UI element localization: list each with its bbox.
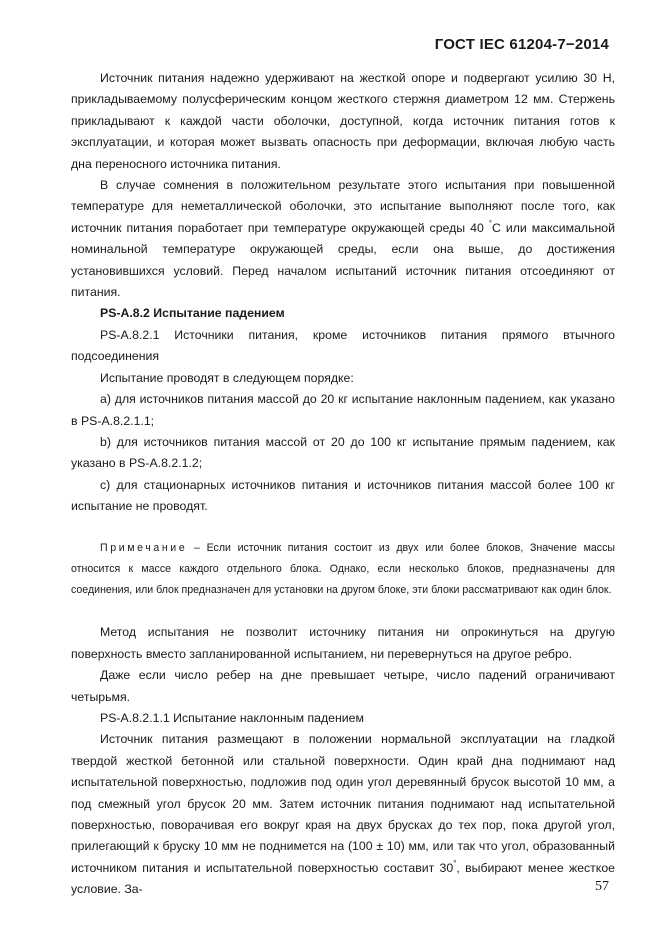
document-header: ГОСТ IEC 61204-7−2014 [434, 36, 609, 53]
spacer [71, 601, 615, 622]
list-item-c: с) для стационарных источников питания и источников питания массой более 100 кг испытание не проводят. [71, 477, 615, 514]
degree-sign: ° [453, 858, 457, 868]
subsection-heading-tilt-drop: PS-A.8.2.1.1 Испытание наклонным падением [100, 711, 364, 726]
note-label: Примечание [100, 541, 188, 554]
note-text: – Если источник питания состоит из двух или более блоков, Значение массы относится к массе каждого отдельного блока. Однако, если несколько блоков, предназначены для соединения, или блок предназначен для установки на другом блоке, эти блоки рассматривают как один блок. [71, 541, 615, 597]
paragraph-test-order: Испытание проводят в следующем порядке: [100, 370, 354, 385]
paragraph-ps-a-8-2-1: PS-A.8.2.1 Источники питания, кроме источников питания прямого втычного подсоединения [71, 327, 615, 364]
spacer [71, 518, 615, 538]
list-item-b: b) для источников питания массой от 20 до 100 кг испытание прямым падением, как указано в PS-A.8.2.1.2; [71, 434, 615, 471]
paragraph-text: В случае сомнения в положительном результате этого испытания при повышенной температуре для неметаллической оболочки, это испытание выполняют после того, как источник питания поработает при температуре окружающей среды 40 [71, 178, 615, 235]
paragraph-text: Источник питания размещают в положении нормальной эксплуатации на гладкой твердой жесткой бетонной или стальной поверхности. Один край дна поднимают над испытательной поверхностью, подложив под один угол деревянный брусок высотой 10 мм, а под смежный угол брусок 20 мм. Затем источник питания поднимают над испытательной поверхностью, поворачивая его вокруг края на двух брусках до тех пор, пока другой угол, прилегающий к бруску 10 мм не поднимется на (100 ± 10) мм, или так что угол, образованный источником питания и испытательной поверхностью составит 30 [71, 732, 615, 875]
paragraph-elevated-temperature [71, 175, 615, 303]
paragraph-text: С или максимальной номинальной температуре окружающей среды, если она выше, до достижения установившихся условий. Перед началом испытаний источник питания отсоединяют от питания. [71, 220, 615, 300]
paragraph-drop-count: Даже если число ребер на дне превышает четыре, число падений ограничивают четырьмя. [71, 668, 615, 704]
paragraph-text: , выбирают менее жесткое условие. За- [71, 860, 616, 897]
page-number: 57 [595, 879, 609, 894]
page-body [71, 68, 615, 901]
list-item-a: а) для источников питания массой до 20 кг испытание наклонным падением, как указано в PS-A.8.2.1.1; [71, 392, 615, 428]
paragraph-rigid-support-test: Источник питания надежно удерживают на жесткой опоре и подвергают усилию 30 Н, прикладываемому полусферическим концом жесткого стержня диаметром 12 мм. Стержень прикладывают к каждой части оболочки, доступной, когда источник питания готов к эксплуатации, и которая может вызвать опасность при деформации, включая любую часть дна переносного источника питания. [71, 71, 615, 171]
note-block [71, 538, 615, 602]
section-heading-drop-test: PS-A.8.2 Испытание падением [100, 306, 285, 321]
paragraph-test-method: Метод испытания не позволит источнику питания ни опрокинуться на другую поверхность вместо запланированной испытанием, ни перевернуться на другое ребро. [71, 625, 615, 661]
degree-sign: ° [488, 218, 492, 228]
paragraph-tilt-drop-procedure [71, 729, 615, 900]
